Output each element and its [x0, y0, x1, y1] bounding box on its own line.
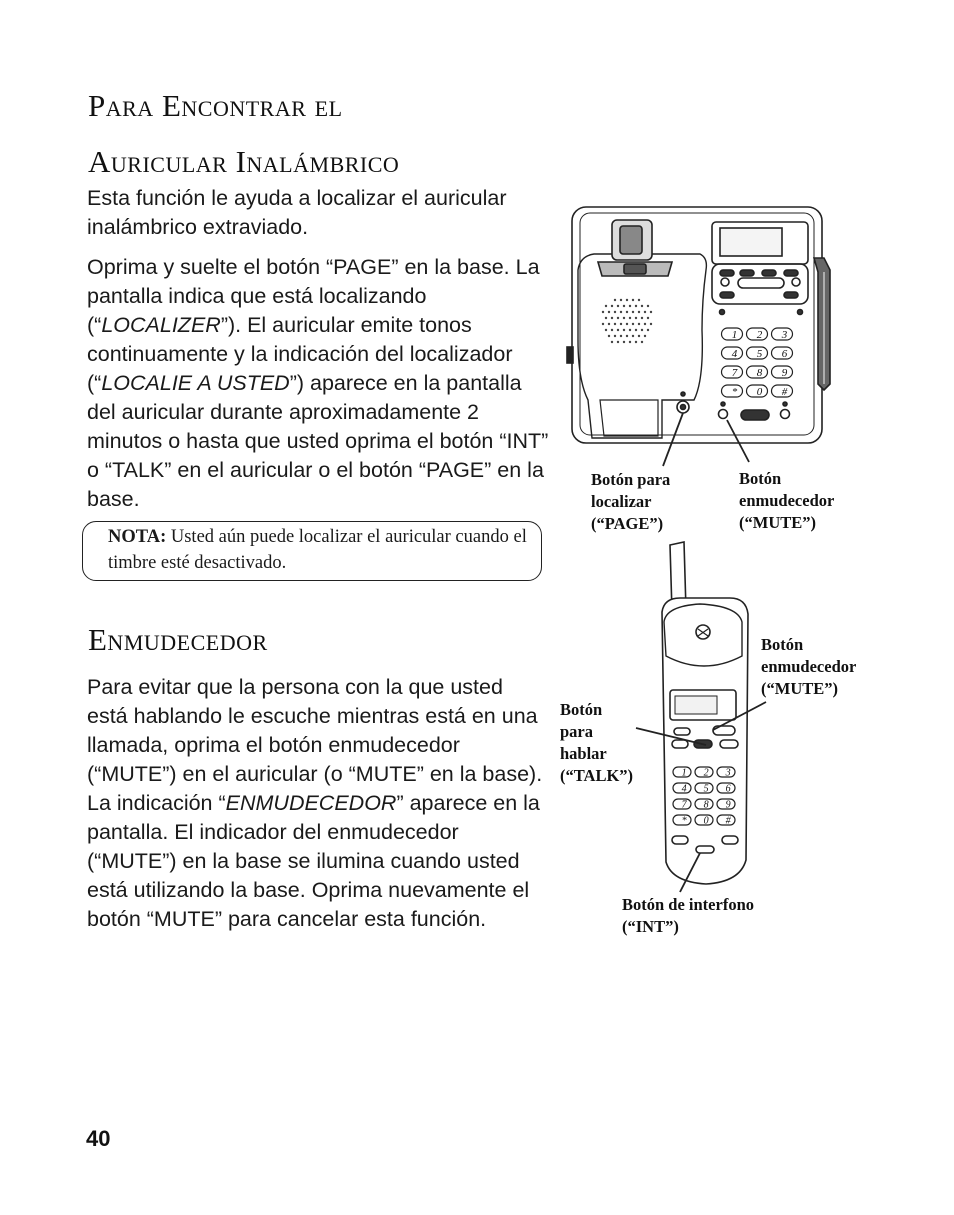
- handset-illustration: [636, 542, 766, 892]
- handset-earpiece: [664, 604, 742, 666]
- base-keypad-key-label: 6: [781, 347, 788, 360]
- page-number: 40: [86, 1126, 111, 1151]
- handset-keypad-key-label: 9: [725, 799, 731, 811]
- handset-keypad-key-label: 4: [681, 783, 687, 795]
- handset-keypad-key-label: 1: [681, 767, 687, 779]
- base-keypad-key-label: #: [781, 385, 788, 398]
- handset-keypad-key-label: 6: [725, 783, 731, 795]
- base-keypad-key-label: 4: [731, 347, 738, 360]
- display-localizer: LOCALIZER: [101, 313, 221, 337]
- intro-paragraph: Esta función le ayuda a localizar el auricular inalámbrico extraviado.: [87, 186, 507, 239]
- handset-keypad-key-label: 5: [703, 783, 709, 795]
- callout-page-button: [591, 469, 670, 535]
- callout-line: Botón: [739, 469, 782, 488]
- base-display: [720, 228, 782, 256]
- base-keypad-key-label: 7: [731, 366, 738, 379]
- callout-line: Botón: [560, 700, 603, 719]
- callout-line: Botón para: [591, 470, 671, 489]
- page-text-2: ”). El auricular emite tonos continuamente y la indicación del localizador (“: [87, 313, 513, 395]
- base-keypad-key-label: *: [731, 385, 738, 398]
- note-label: NOTA:: [108, 527, 167, 547]
- callout-line: hablar: [560, 744, 607, 763]
- callout-line: para: [560, 722, 593, 741]
- callout-mute-base: [739, 468, 834, 534]
- section-title-line-1: Para Encontrar el: [88, 88, 343, 123]
- callout-line: enmudecedor: [761, 657, 857, 676]
- callout-talk-button: [560, 699, 633, 787]
- handset-keypad-key-label: #: [725, 815, 731, 827]
- handset-keypad-key-label: 8: [703, 799, 709, 811]
- base-keypad-key-label: 5: [756, 347, 763, 360]
- base-keypad-key-label: 3: [781, 328, 788, 341]
- handset-keypad-key-label: 0: [703, 815, 709, 827]
- base-keypad-key-label: 2: [756, 328, 763, 341]
- side-jack: [567, 347, 573, 363]
- page-text-3: ”) aparece en la pantalla del auricular durante aproximadamente 2 minutos o hasta que usted oprima el botón “INT” o “TALK” en el auricular o el botón “PAGE” en la base.: [87, 371, 549, 511]
- display-localie-a-usted: LOCALIE A USTED: [101, 371, 290, 395]
- handset-keypad-key-label: 7: [681, 799, 687, 811]
- display-enmudecedor: ENMUDECEDOR: [225, 791, 397, 815]
- callout-line: (“PAGE”): [591, 514, 664, 533]
- speaker-button-base: [741, 410, 769, 420]
- base-keypad-key-label: 0: [756, 385, 763, 398]
- callout-line: Botón de interfono: [622, 895, 754, 914]
- mute-text-2: ” aparece en la pantalla. El indicador del enmudecedor (“MUTE”) en la base se ilumina cuando usted está utilizando la base. Oprima nuevamente el botón “MUTE” para cancelar esta función.: [87, 791, 540, 931]
- section-title-line-2: Auricular Inalámbrico: [88, 144, 400, 179]
- note-body: Usted aún puede localizar el auricular cuando el timbre esté desactivado.: [108, 527, 527, 573]
- base-keypad-key-label: 9: [781, 366, 788, 379]
- page-text-1: Oprima y suelte el botón “PAGE” en la base. La pantalla indica que está localizando (“: [87, 255, 540, 337]
- section-title-mute: Enmudecedor: [88, 622, 268, 657]
- cradle-clip: [624, 264, 646, 274]
- callout-int-button: [622, 894, 754, 938]
- handset-keypad-key-label: *: [681, 815, 687, 827]
- callout-mute-handset: [761, 634, 856, 700]
- base-keypad-key-label: 1: [731, 328, 738, 341]
- base-keypad-key-label: 8: [756, 366, 763, 379]
- handset-keypad-key-label: 3: [725, 767, 731, 779]
- mute-text-1: Para evitar que la persona con la que usted está hablando le escuche mientras está en una llamada, oprima el botón enmudecedor (“MUTE”) en el auricular (o “MUTE” en la base). La indicación “: [87, 675, 543, 815]
- callout-line: (“MUTE”): [761, 679, 838, 698]
- callout-line: (“TALK”): [560, 766, 634, 785]
- handset-keypad-key-label: 2: [703, 767, 709, 779]
- callout-line: (“MUTE”): [739, 513, 816, 532]
- callout-line: localizar: [591, 492, 652, 511]
- callout-line: (“INT”): [622, 917, 679, 936]
- callout-line: Botón: [761, 635, 804, 654]
- callout-line: enmudecedor: [739, 491, 835, 510]
- charge-contact: [620, 226, 642, 254]
